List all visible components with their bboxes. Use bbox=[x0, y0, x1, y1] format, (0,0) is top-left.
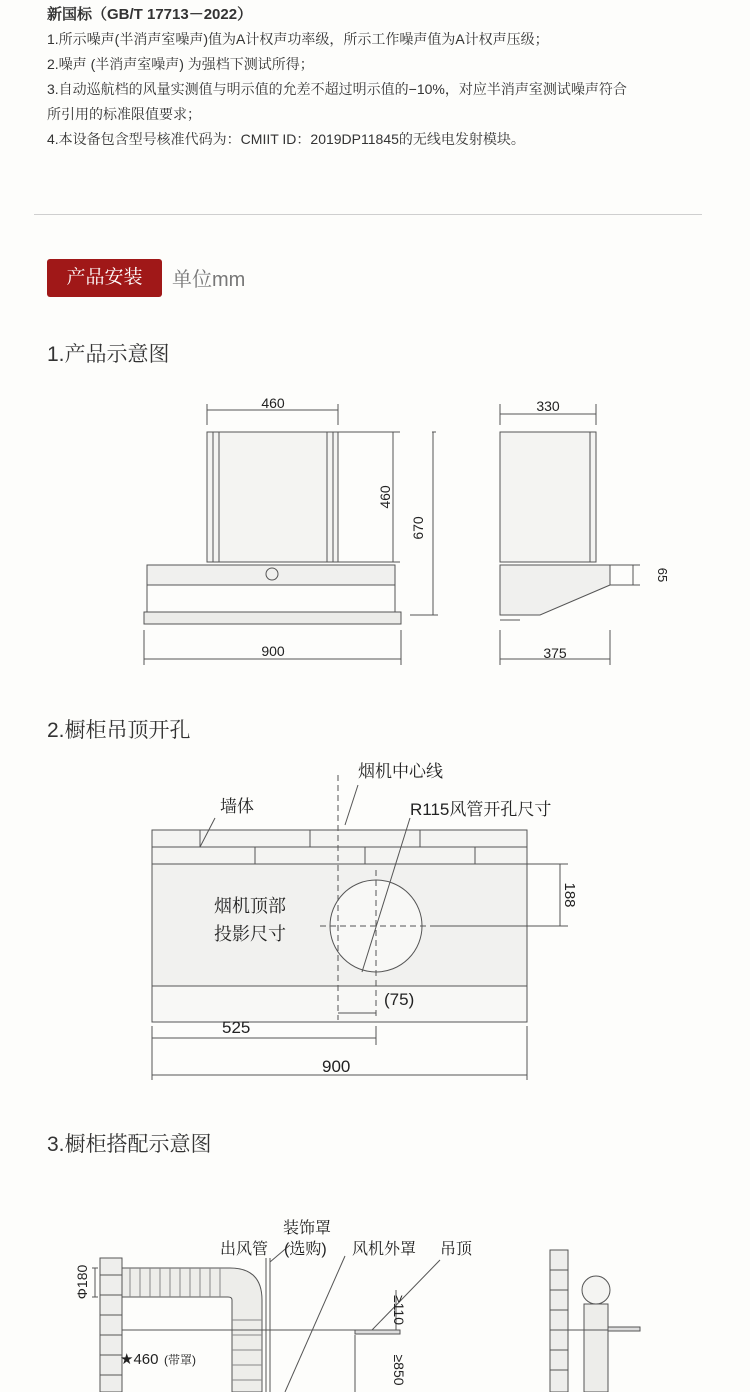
dim-upper-height: 460 bbox=[377, 485, 393, 509]
install-badge: 产品安装 bbox=[47, 259, 162, 297]
dim-75: (75) bbox=[384, 990, 415, 1009]
unit-label: 单位mm bbox=[172, 269, 246, 291]
dim-ge110: ≥110 bbox=[391, 1294, 407, 1326]
duct-hole-label: R115风管开孔尺寸 bbox=[410, 800, 552, 819]
dim-900: 900 bbox=[322, 1057, 351, 1076]
wall-label: 墙体 bbox=[220, 797, 254, 816]
dim-850: ≥850 bbox=[391, 1354, 407, 1386]
dim-top-width: 460 bbox=[261, 395, 285, 411]
dim-top-depth: 330 bbox=[536, 398, 560, 414]
deco-cover-label: 装饰罩 bbox=[283, 1220, 332, 1237]
section-3-title: 3.橱柜搭配示意图 bbox=[47, 1133, 212, 1156]
projection-label-1: 烟机顶部 bbox=[214, 896, 286, 916]
noise-notes bbox=[47, 2, 727, 152]
dim-188: 188 bbox=[561, 882, 578, 908]
note-3: 3.自动巡航档的风量实测值与明示值的允差不超过明示值的−10%，对应半消声室测试噪声符合 bbox=[47, 81, 627, 97]
dim-phi180: Φ180 bbox=[74, 1264, 90, 1300]
duct-out-label: 出风管 bbox=[220, 1241, 269, 1258]
note-4: 4.本设备包含型号核准代码为：CMIIT ID：2019DP11845的无线电发射模块。 bbox=[47, 131, 525, 147]
fan-cover-label: 风机外罩 bbox=[352, 1241, 417, 1258]
front-view bbox=[144, 404, 438, 665]
note-1: 1.所示噪声(半消声室噪声)值为A计权声功率级，所示工作噪声值为A计权声压级； bbox=[47, 31, 549, 47]
note-3-cont: 所引用的标准限值要求； bbox=[47, 106, 201, 122]
section-2-title: 2.橱柜吊顶开孔 bbox=[47, 719, 191, 742]
product-schematic bbox=[0, 390, 750, 710]
note-2: 2.噪声 (半消声室噪声) 为强档下测试所得； bbox=[47, 56, 314, 72]
optional-label: (选购) bbox=[284, 1241, 327, 1258]
standard-title: 新国标（GB/T 17713－2022） bbox=[47, 6, 253, 23]
dim-lip-height: 65 bbox=[655, 567, 670, 583]
section-1-title: 1.产品示意图 bbox=[47, 343, 170, 366]
dim-460: ★460 bbox=[120, 1351, 159, 1368]
section-divider bbox=[34, 214, 702, 215]
ceiling-label: 吊顶 bbox=[440, 1241, 473, 1258]
with-cover-label: (带罩) bbox=[164, 1353, 196, 1367]
ceiling-hole-diagram bbox=[0, 755, 750, 1085]
dim-width: 900 bbox=[261, 643, 285, 659]
dim-total-height: 670 bbox=[410, 516, 426, 540]
projection-label-2: 投影尺寸 bbox=[214, 924, 286, 944]
center-line-label: 烟机中心线 bbox=[358, 762, 443, 781]
side-view bbox=[500, 404, 640, 665]
cabinet-matching-diagram bbox=[0, 1192, 750, 1392]
dim-depth: 375 bbox=[543, 645, 567, 661]
dim-525: 525 bbox=[222, 1018, 251, 1037]
